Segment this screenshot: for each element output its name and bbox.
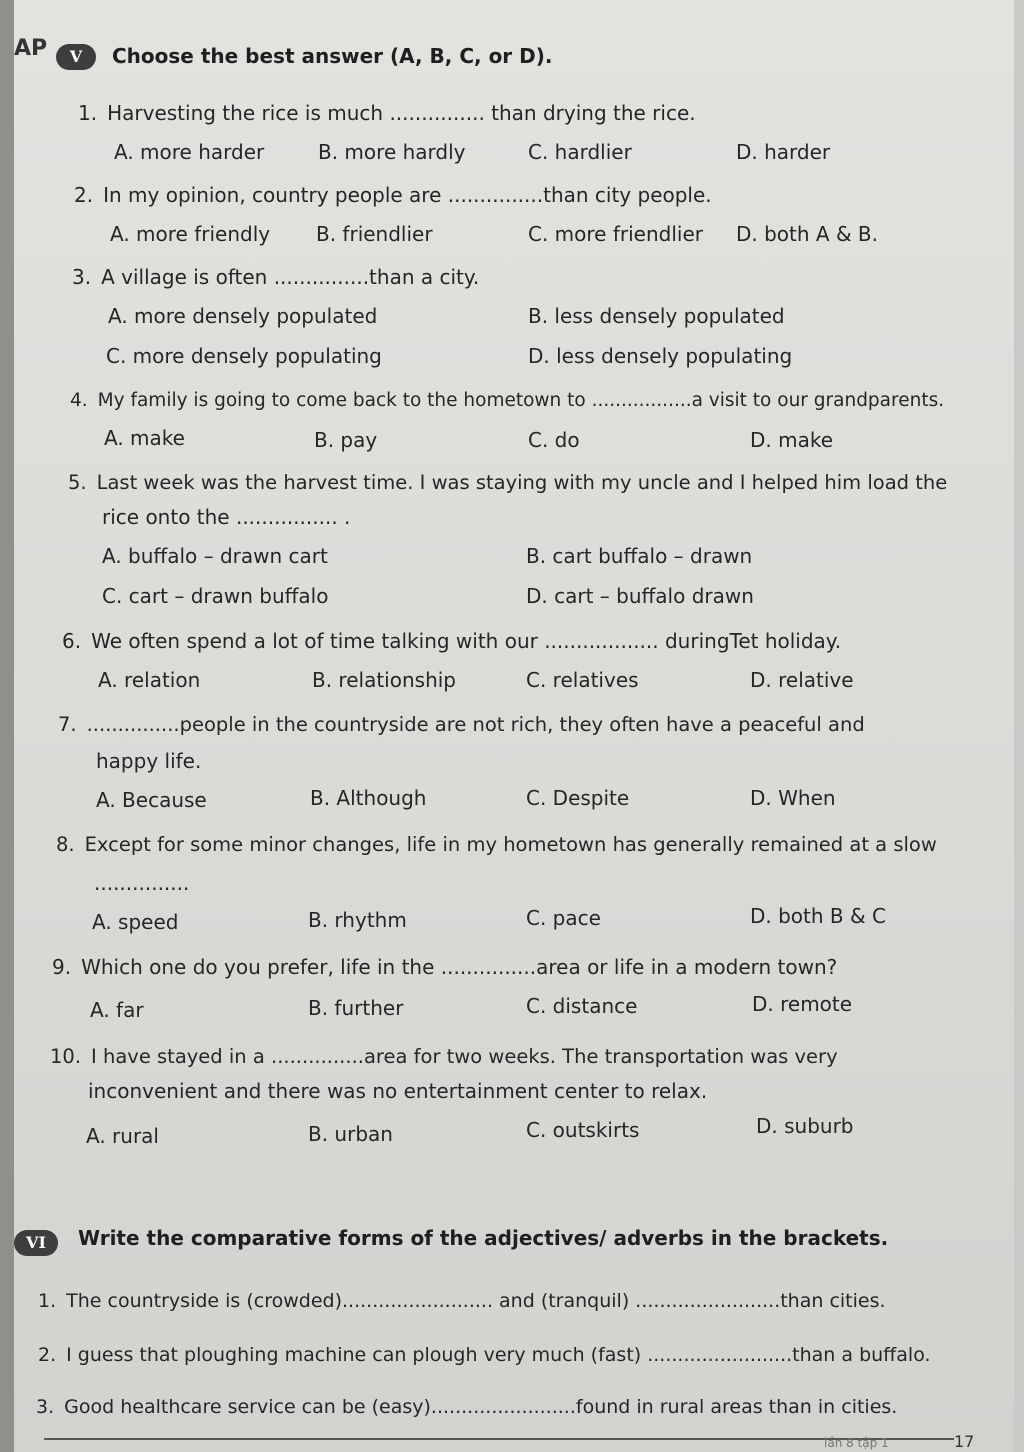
option-c[interactable]: C. outskirts bbox=[526, 1118, 640, 1142]
question-2 bbox=[74, 178, 712, 212]
option-c[interactable]: C. pace bbox=[526, 906, 601, 930]
question-number: 1. bbox=[78, 101, 98, 125]
question-6 bbox=[62, 624, 841, 658]
option-a[interactable]: A. more harder bbox=[114, 140, 265, 164]
question-1 bbox=[78, 96, 696, 130]
option-b[interactable]: B. relationship bbox=[312, 668, 456, 692]
question-text-line-1: Last week was the harvest time. I was staying with my uncle and I helped him load the bbox=[96, 471, 948, 494]
section-badge-vi: VI bbox=[14, 1230, 58, 1256]
option-a[interactable]: A. more densely populated bbox=[108, 304, 378, 328]
option-d[interactable]: D. suburb bbox=[756, 1114, 854, 1138]
item-number: 3. bbox=[36, 1396, 55, 1418]
option-d[interactable]: D. When bbox=[750, 786, 836, 810]
option-c[interactable]: C. more friendlier bbox=[528, 222, 703, 246]
option-d[interactable]: D. both A & B. bbox=[736, 222, 878, 246]
option-a[interactable]: A. far bbox=[90, 998, 144, 1022]
option-b[interactable]: B. Although bbox=[310, 786, 427, 810]
question-8-line-2: ............... bbox=[94, 871, 190, 895]
workbook-page bbox=[14, 0, 1014, 1452]
option-d[interactable]: D. relative bbox=[750, 668, 854, 692]
section-title-vi: Write the comparative forms of the adjectives/ adverbs in the brackets. bbox=[78, 1226, 889, 1250]
option-a[interactable]: A. buffalo – drawn cart bbox=[102, 544, 328, 568]
question-text: In my opinion, country people are ...............than city people. bbox=[103, 183, 712, 207]
question-number: 3. bbox=[72, 265, 92, 289]
question-number: 4. bbox=[70, 390, 88, 411]
question-10-line-2: inconvenient and there was no entertainment center to relax. bbox=[88, 1079, 708, 1103]
question-text: Which one do you prefer, life in the ...............area or life in a modern town? bbox=[81, 955, 838, 979]
question-text-line-1: ...............people in the countryside are not rich, they often have a peaceful and bbox=[86, 713, 865, 736]
option-b[interactable]: B. urban bbox=[308, 1122, 393, 1146]
option-a[interactable]: A. make bbox=[104, 426, 185, 450]
footer-label: lần 8 tập 1 bbox=[824, 1436, 889, 1450]
question-number: 7. bbox=[58, 713, 77, 736]
section-badge-v: V bbox=[56, 44, 96, 70]
item-text: Good healthcare service can be (easy)........................found in rural areas than in cities. bbox=[64, 1396, 898, 1418]
question-text: My family is going to come back to the hometown to .................a visit to our grandparents. bbox=[97, 390, 945, 411]
item-number: 2. bbox=[38, 1344, 57, 1366]
section-title-v: Choose the best answer (A, B, C, or D). bbox=[112, 44, 553, 68]
question-number: 2. bbox=[74, 183, 94, 207]
margin-mark: AP bbox=[14, 36, 48, 61]
question-4 bbox=[70, 384, 944, 418]
option-a[interactable]: A. more friendly bbox=[110, 222, 271, 246]
page-number: 17 bbox=[954, 1432, 975, 1451]
question-text: Harvesting the rice is much ............... than drying the rice. bbox=[107, 101, 696, 125]
question-text: A village is often ...............than a city. bbox=[101, 265, 480, 289]
option-d[interactable]: D. cart – buffalo drawn bbox=[526, 584, 754, 608]
option-c[interactable]: C. relatives bbox=[526, 668, 639, 692]
option-d[interactable]: D. harder bbox=[736, 140, 831, 164]
book-binding bbox=[0, 0, 14, 1452]
question-number: 6. bbox=[62, 629, 82, 653]
footer-rule bbox=[44, 1438, 954, 1440]
question-3 bbox=[72, 260, 479, 294]
option-b[interactable]: B. friendlier bbox=[316, 222, 433, 246]
option-c[interactable]: C. Despite bbox=[526, 786, 630, 810]
question-8 bbox=[56, 828, 937, 862]
option-a[interactable]: A. Because bbox=[96, 788, 207, 812]
question-number: 10. bbox=[50, 1045, 82, 1068]
option-b[interactable]: B. pay bbox=[314, 428, 378, 452]
option-b[interactable]: B. more hardly bbox=[318, 140, 466, 164]
question-7 bbox=[58, 708, 865, 742]
option-c[interactable]: C. cart – drawn buffalo bbox=[102, 584, 329, 608]
exercise-item-3 bbox=[36, 1390, 897, 1424]
item-number: 1. bbox=[38, 1290, 57, 1312]
question-text: We often spend a lot of time talking with our .................. duringTet holiday. bbox=[91, 629, 842, 653]
question-7-line-2: happy life. bbox=[96, 749, 202, 773]
exercise-item-2 bbox=[38, 1338, 931, 1372]
option-d[interactable]: D. make bbox=[750, 428, 834, 452]
option-a[interactable]: A. speed bbox=[92, 910, 179, 934]
question-5 bbox=[68, 466, 947, 500]
question-number: 8. bbox=[56, 833, 75, 856]
option-d[interactable]: D. both B & C bbox=[750, 904, 886, 928]
question-5-line-2: rice onto the ................ . bbox=[102, 505, 351, 529]
question-text-line-1: I have stayed in a ...............area for two weeks. The transportation was very bbox=[91, 1045, 838, 1068]
question-number: 9. bbox=[52, 955, 72, 979]
item-text: I guess that ploughing machine can plough very much (fast) ........................than a buffalo. bbox=[66, 1344, 931, 1366]
question-number: 5. bbox=[68, 471, 87, 494]
option-a[interactable]: A. relation bbox=[98, 668, 201, 692]
option-c[interactable]: C. distance bbox=[526, 994, 638, 1018]
option-b[interactable]: B. further bbox=[308, 996, 404, 1020]
item-text: The countryside is (crowded)......................... and (tranquil) ........................than cities. bbox=[66, 1290, 886, 1312]
option-b[interactable]: B. less densely populated bbox=[528, 304, 785, 328]
question-10 bbox=[50, 1040, 838, 1074]
option-b[interactable]: B. rhythm bbox=[308, 908, 407, 932]
option-c[interactable]: C. more densely populating bbox=[106, 344, 382, 368]
exercise-item-1 bbox=[38, 1284, 886, 1318]
option-c[interactable]: C. hardlier bbox=[528, 140, 632, 164]
option-c[interactable]: C. do bbox=[528, 428, 580, 452]
question-text-line-1: Except for some minor changes, life in my hometown has generally remained at a slow bbox=[84, 833, 937, 856]
option-d[interactable]: D. less densely populating bbox=[528, 344, 793, 368]
question-9 bbox=[52, 950, 837, 984]
option-b[interactable]: B. cart buffalo – drawn bbox=[526, 544, 753, 568]
option-d[interactable]: D. remote bbox=[752, 992, 853, 1016]
option-a[interactable]: A. rural bbox=[86, 1124, 159, 1148]
